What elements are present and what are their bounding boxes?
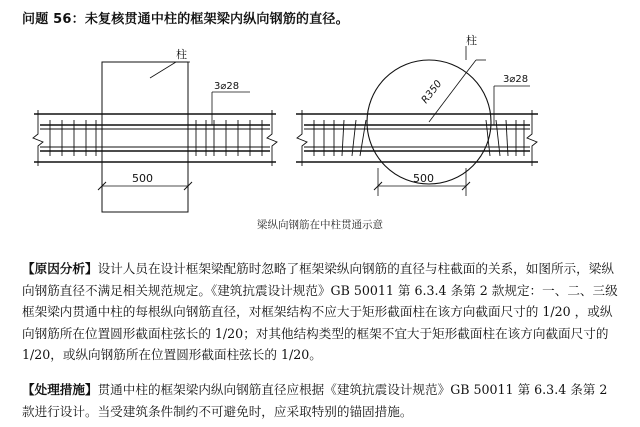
measure-text: 贯通中柱的框架梁内纵向钢筋直径应根据《建筑抗震设计规范》GB 50011 第 6.3.4 条第 2 款进行设计。当受建筑条件制约不可避免时，应采取特别的锚固措施。 (22, 382, 608, 419)
cause-tag: 【原因分析】 (22, 261, 98, 276)
right-rebar-label: 3⌀28 (503, 74, 529, 85)
cause-text: 设计人员在设计框架梁配筋时忽略了框架梁纵向钢筋的直径与柱截面的关系，如图所示，梁纵向钢筋直径不满足相关规范规定。《建筑抗震设计规范》GB 50011 第 6.3.4 条第 2 款规定：一、二、三级框架梁内贯通中柱的每根纵向钢筋直径，对框架结构不应大于矩形截面柱在该方向截面尺寸的 1/20 ，或纵向钢筋所在位置圆形截面柱弦长的 1/20；对其他结构类型的框架不宜大于矩形截面柱在该方向截面尺寸的 1/20，或纵向钢筋所在位置圆形截面柱弦长的 1/20。 (22, 261, 618, 362)
page-title: 问题 56：未复核贯通中柱的框架梁内纵向钢筋的直径。 (22, 12, 349, 27)
left-dimension-label: 500 (132, 172, 153, 185)
measure-paragraph (22, 379, 622, 422)
measure-tag: 【处理措施】 (22, 382, 98, 397)
left-rebar-label: 3⌀28 (214, 81, 240, 92)
right-dimension-label: 500 (413, 172, 434, 185)
figure-caption: 梁纵向钢筋在中柱贯通示意 (257, 219, 383, 231)
right-column-label: 柱 (466, 34, 477, 47)
left-column-label: 柱 (176, 48, 187, 61)
left-column-outline (102, 62, 188, 212)
radius-label: R350 (419, 78, 445, 106)
left-diagram (33, 62, 277, 212)
cause-paragraph (22, 258, 622, 366)
